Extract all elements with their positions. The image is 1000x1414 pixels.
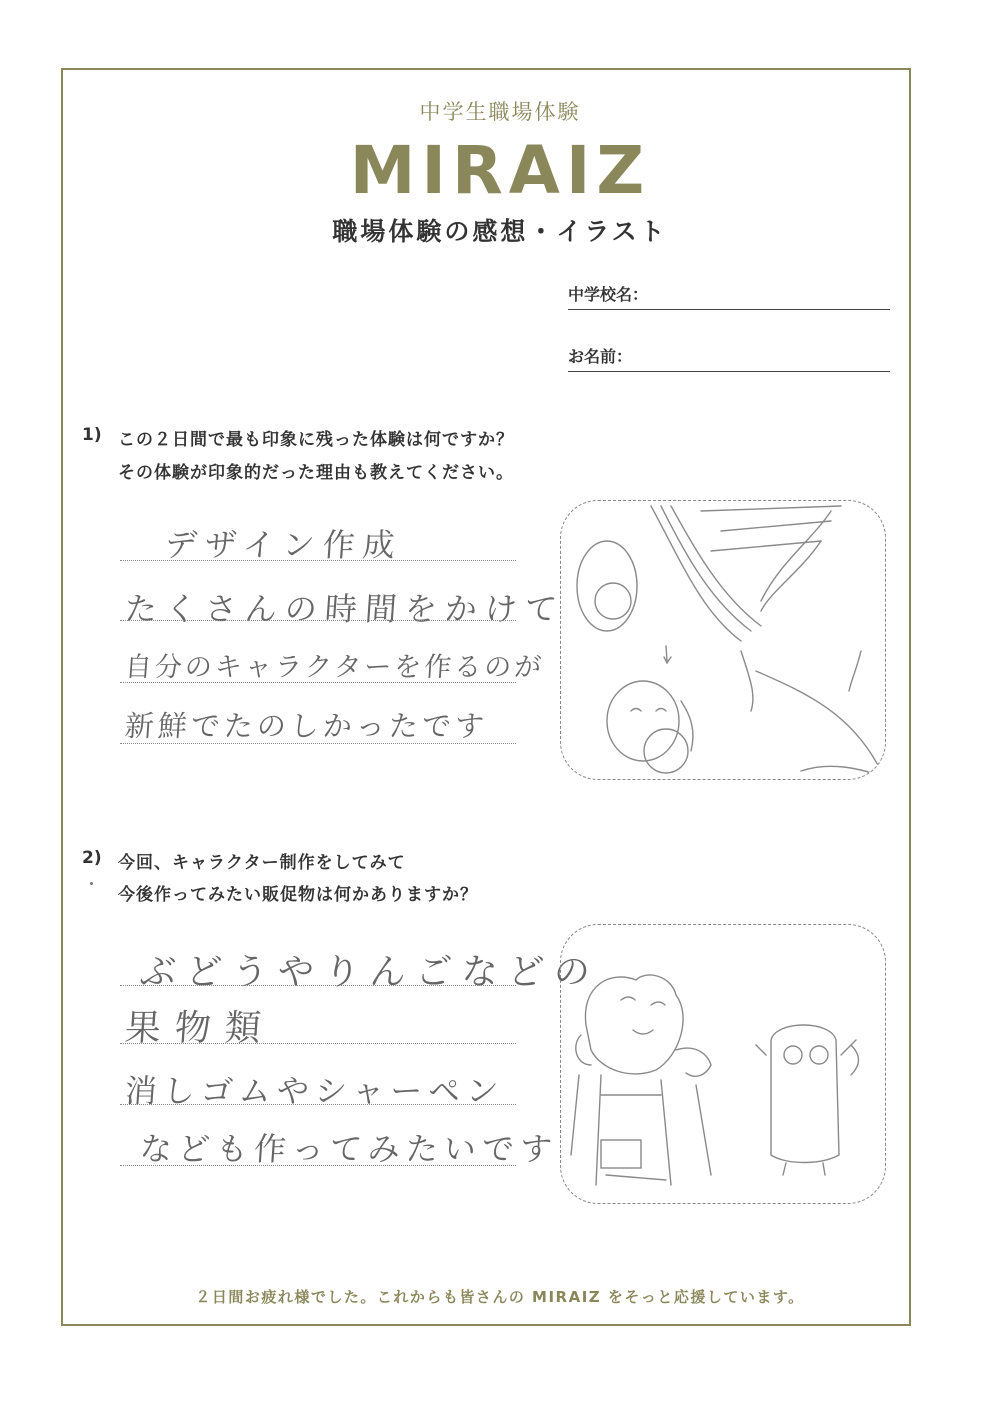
answer-1-line-1: デザイン作成 [163, 526, 404, 564]
answer-1-rule-3 [120, 682, 516, 683]
answer-2-line-4: なども作ってみたいです [138, 1130, 560, 1168]
question-2-line-1: 今回、キャラクター制作をしてみて [118, 853, 406, 873]
answer-2-rule-4 [120, 1165, 516, 1166]
question-2-line-2: 今後作ってみたい販促物は何かありますか？ [118, 885, 478, 905]
school-name-label: 中学校名： [568, 285, 649, 304]
answer-2-line-2: 果物類 [123, 1008, 277, 1049]
answer-2-rule-1 [120, 985, 516, 986]
student-name-field[interactable] [568, 340, 890, 372]
pencil-sketch-2 [561, 925, 886, 1204]
answer-1-rule-1 [120, 560, 516, 561]
eyebrow-title: 中学生職場体験 [419, 100, 581, 124]
illustration-box-1 [560, 500, 886, 780]
miraiz-logo: MIRAIZ [349, 132, 651, 209]
answer-2-line-1: ぶどうやりんごなどの [138, 952, 602, 993]
answer-2-rule-3 [120, 1104, 516, 1105]
illustration-box-2 [560, 924, 886, 1204]
answer-1-line-4: 新鮮でたのしかったです [123, 709, 490, 743]
answer-1-rule-2 [120, 620, 516, 621]
question-1-number: 1) [82, 425, 102, 445]
footer-message: ２日間お疲れ様でした。これからも皆さんの MIRAIZ をそっと応援しています。 [195, 1288, 805, 1306]
answer-2-line-3: 消しゴムやシャーペン [123, 1072, 506, 1110]
student-name-label: お名前： [568, 347, 633, 366]
answer-1-line-2: たくさんの時間をかけて [123, 590, 567, 628]
page-subtitle: 職場体験の感想・イラスト [332, 217, 668, 246]
question-1-line-2: その体験が印象的だった理由も教えてください。 [118, 463, 514, 483]
question-2-number: 2) [82, 848, 102, 868]
school-name-field[interactable] [568, 278, 890, 310]
answer-2-rule-2 [120, 1043, 516, 1044]
pencil-sketch-1 [561, 501, 886, 780]
stray-dot [90, 882, 93, 885]
answer-1-line-3: 自分のキャラクターを作るのが [123, 652, 546, 683]
answer-1-rule-4 [120, 743, 516, 744]
question-1-line-1: この２日間で最も印象に残った体験は何ですか？ [118, 430, 514, 450]
